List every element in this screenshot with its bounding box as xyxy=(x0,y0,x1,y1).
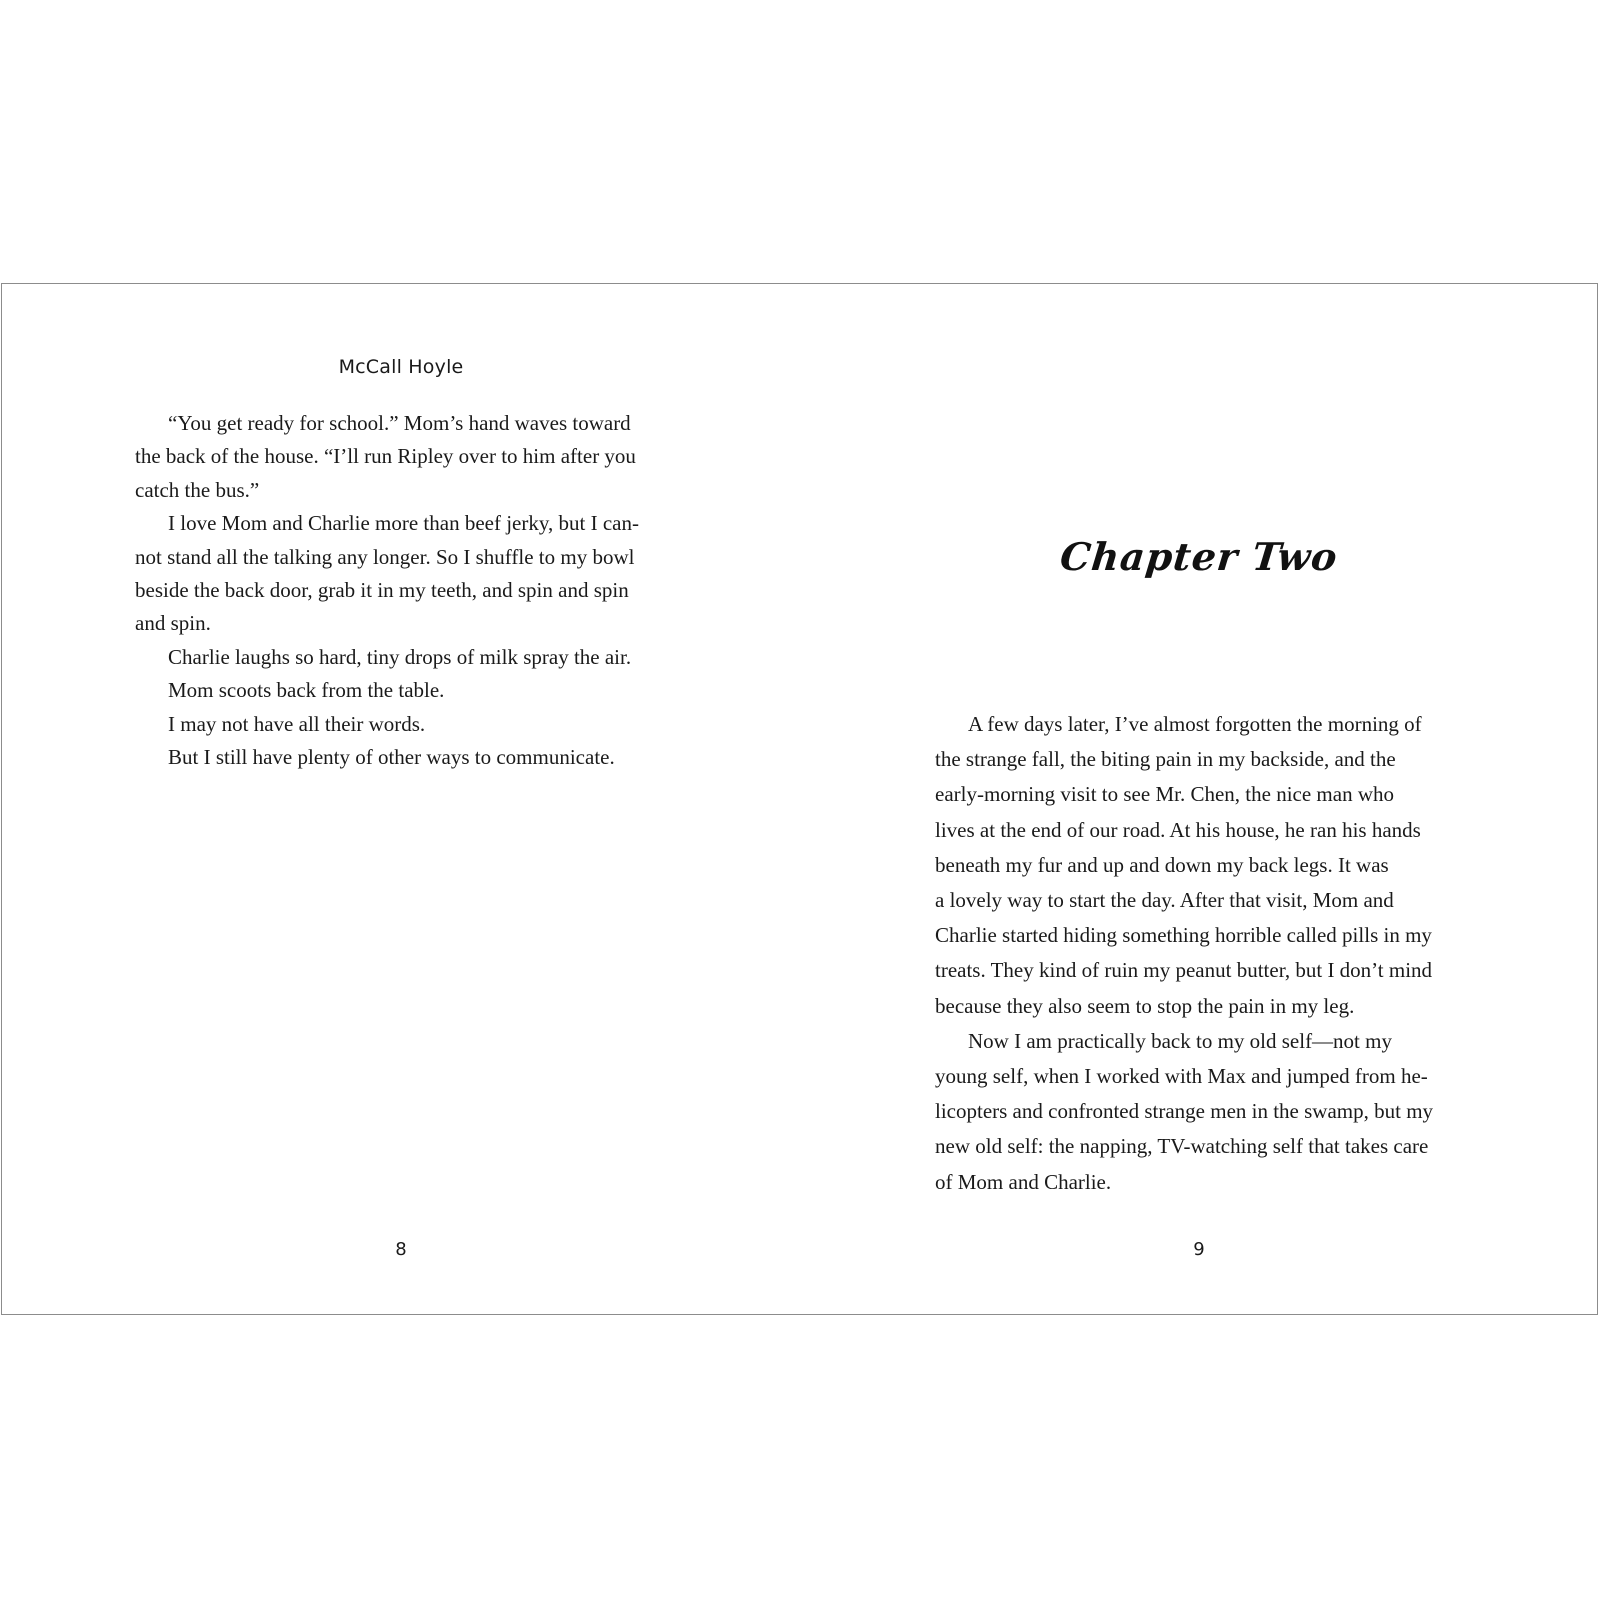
text-line: “You get ready for school.” Mom’s hand waves toward xyxy=(168,411,631,435)
chapter-title: Chapter Two xyxy=(1058,534,1340,579)
text-line: Charlie laughs so hard, tiny drops of milk spray the air. xyxy=(168,644,632,669)
text-line: But I still have plenty of other ways to communicate. xyxy=(168,745,615,770)
text-line: I love Mom and Charlie more than beef jerky, but I can- xyxy=(168,511,639,536)
text-line: catch the bus.” xyxy=(135,477,260,502)
text-line: beneath my fur and up and down my back legs. It was xyxy=(935,852,1389,877)
page-number-left: 8 xyxy=(395,1239,407,1260)
text-line: A few days later, I’ve almost forgotten the morning of xyxy=(968,712,1422,736)
text-line: and spin. xyxy=(135,611,211,636)
text-line: young self, when I worked with Max and jumped from he- xyxy=(935,1064,1428,1089)
text-line: treats. They kind of ruin my peanut butter, but I don’t mind xyxy=(935,958,1433,983)
right-page-body xyxy=(935,707,1433,1200)
text-line: lives at the end of our road. At his house, he ran his hands xyxy=(935,817,1421,842)
text-line: licopters and confronted strange men in the swamp, but my xyxy=(935,1099,1434,1124)
running-head-author: McCall Hoyle xyxy=(338,356,464,378)
text-line: a lovely way to start the day. After that visit, Mom and xyxy=(935,888,1394,913)
text-line: Now I am practically back to my old self—not my xyxy=(968,1028,1392,1053)
text-line: beside the back door, grab it in my teeth, and spin and spin xyxy=(135,578,629,603)
text-line: the back of the house. “I’ll run Ripley over to him after you xyxy=(135,444,636,469)
text-line: Charlie started hiding something horrible called pills in my xyxy=(935,923,1432,948)
text-line: early-morning visit to see Mr. Chen, the nice man who xyxy=(935,782,1394,807)
text-line: Mom scoots back from the table. xyxy=(168,678,445,703)
book-spread xyxy=(1,283,1598,1315)
left-page-body xyxy=(135,407,639,774)
left-page xyxy=(2,284,800,1314)
text-line: I may not have all their words. xyxy=(168,711,426,736)
text-line: the strange fall, the biting pain in my backside, and the xyxy=(935,747,1396,772)
text-line: new old self: the napping, TV-watching self that takes care xyxy=(935,1134,1429,1159)
right-page xyxy=(800,284,1598,1314)
text-line: of Mom and Charlie. xyxy=(935,1169,1112,1194)
page-number-right: 9 xyxy=(1193,1239,1205,1260)
text-line: because they also seem to stop the pain in my leg. xyxy=(935,993,1355,1018)
text-line: not stand all the talking any longer. So I shuffle to my bowl xyxy=(135,544,635,569)
